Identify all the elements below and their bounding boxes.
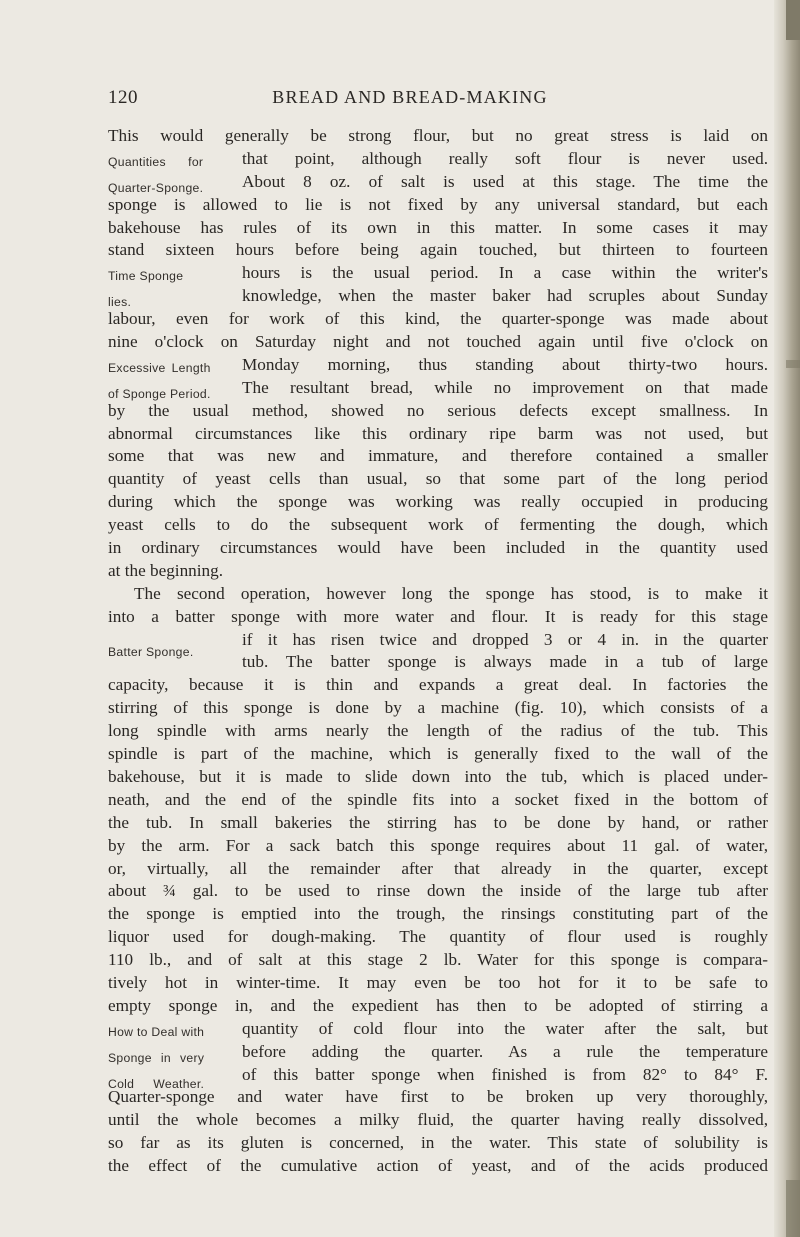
text-line: sponge is allowed to lie is not fixed by any universal standard, but each — [108, 194, 768, 214]
text-line: some that was new and immature, and therefore contained a smaller — [108, 446, 768, 466]
text-line: The second operation, however long the sponge has stood, is to make it — [134, 583, 768, 603]
text-line: before adding the quarter. As a rule the temperature — [242, 1041, 768, 1061]
page-edge-shadow — [774, 0, 800, 1237]
text-line: bakehouse has rules of its own in this matter. In some cases it may — [108, 217, 768, 237]
page-edge-notch — [786, 1180, 800, 1237]
text-line: by the arm. For a sack batch this sponge requires about 11 gal. of water, — [108, 835, 768, 855]
body-text — [108, 125, 768, 1178]
margin-note-line: Sponge in very — [108, 1050, 205, 1065]
text-line: neath, and the end of the spindle fits into a socket fixed in the bottom of — [108, 789, 768, 809]
text-line: until the whole becomes a milky fluid, the quarter having really dissolved, — [108, 1110, 768, 1130]
text-line: yeast cells to do the subsequent work of fermenting the dough, which — [108, 515, 768, 535]
running-head: BREAD AND BREAD-MAKING — [272, 87, 548, 107]
page-edge-notch — [786, 0, 800, 40]
margin-note-line: Cold Weather. — [108, 1076, 205, 1091]
margin-note-line: Batter Sponge. — [108, 644, 194, 659]
text-line: spindle is part of the machine, which is generally fixed to the wall of the — [108, 744, 768, 764]
text-line: nine o'clock on Saturday night and not touched again until five o'clock on — [108, 332, 768, 352]
text-line: bakehouse, but it is made to slide down into the tub, which is placed under- — [108, 766, 768, 786]
text-line: quantity of yeast cells than usual, so that some part of the long period — [108, 469, 768, 489]
text-line: so far as its gluten is concerned, in the water. This state of solubility is — [108, 1133, 768, 1153]
text-line-content: quantity of cold flour into the water after the salt, but — [242, 1018, 768, 1038]
text-line: during which the sponge was working was really occupied in producing — [108, 492, 768, 512]
text-line: or, virtually, all the remainder after that already in the quarter, except — [108, 858, 768, 878]
text-line: at the beginning. — [108, 560, 224, 580]
text-line: This would generally be strong flour, but no great stress is laid on — [108, 126, 768, 145]
text-line: into a batter sponge with more water and flour. It is ready for this stage — [108, 606, 768, 626]
text-line: 110 lb., and of salt at this stage 2 lb. Water for this sponge is compara- — [108, 950, 768, 970]
text-line: tively hot in winter-time. It may even be too hot for it to be safe to — [108, 972, 768, 992]
margin-note-line: Quantities for — [108, 154, 204, 169]
text-line: in ordinary circumstances would have been included in the quantity used — [108, 538, 768, 558]
text-line: about ¾ gal. to be used to rinse down the inside of the large tub after — [108, 881, 768, 901]
text-line — [108, 629, 768, 659]
text-line: long spindle with arms nearly the length of the radius of the tub. This — [108, 721, 768, 741]
text-line: capacity, because it is thin and expands a great deal. In factories the — [108, 675, 768, 695]
text-line: The resultant bread, while no improvement on that made — [242, 377, 768, 397]
text-line: empty sponge in, and the expedient has then to be adopted of stirring a — [108, 995, 768, 1015]
page-header — [0, 87, 800, 111]
text-line-content: that point, although really soft flour is never used. — [242, 148, 768, 168]
text-line-content: hours is the usual period. In a case within the writer's — [242, 263, 768, 283]
margin-note-line: How to Deal with — [108, 1024, 205, 1039]
page-edge-notch — [786, 360, 800, 368]
text-line: liquor used for dough-making. The quantity of flour used is roughly — [108, 927, 768, 947]
text-line: by the usual method, showed no serious defects except smallness. In — [108, 400, 768, 420]
text-line: abnormal circumstances like this ordinary ripe barm was not used, but — [108, 423, 768, 443]
page-number: 120 — [108, 87, 138, 108]
margin-note-line: lies. — [108, 295, 132, 310]
text-line: labour, even for work of this kind, the quarter-sponge was made about — [108, 309, 768, 329]
text-line: Quarter-sponge and water have first to be broken up very thoroughly, — [108, 1087, 768, 1107]
text-line: the sponge is emptied into the trough, the rinsings constituting part of the — [108, 904, 768, 924]
margin-note-line: Excessive Length — [108, 360, 211, 375]
margin-note-line: Quarter-Sponge. — [108, 180, 204, 195]
text-line-content: Monday morning, thus standing about thirty-two hours. — [242, 354, 768, 374]
text-line: stirring of this sponge is done by a machine (fig. 10), which consists of a — [108, 698, 768, 718]
text-line: the tub. In small bakeries the stirring has to be done by hand, or rather — [108, 812, 768, 832]
text-line: stand sixteen hours before being again touched, but thirteen to fourteen — [108, 240, 768, 260]
text-line: the effect of the cumulative action of yeast, and of the acids produced — [108, 1156, 768, 1176]
text-line: knowledge, when the master baker had scruples about Sunday — [242, 286, 768, 306]
text-line: About 8 oz. of salt is used at this stage. The time the — [242, 171, 768, 191]
margin-note-line: Time Sponge — [108, 269, 184, 284]
text-line-content: if it has risen twice and dropped 3 or 4 in. in the quarter — [242, 629, 768, 649]
text-line: tub. The batter sponge is always made in a tub of large — [242, 652, 768, 672]
margin-note-line: of Sponge Period. — [108, 386, 211, 401]
text-line: of this batter sponge when finished is from 82° to 84° F. — [242, 1064, 768, 1084]
